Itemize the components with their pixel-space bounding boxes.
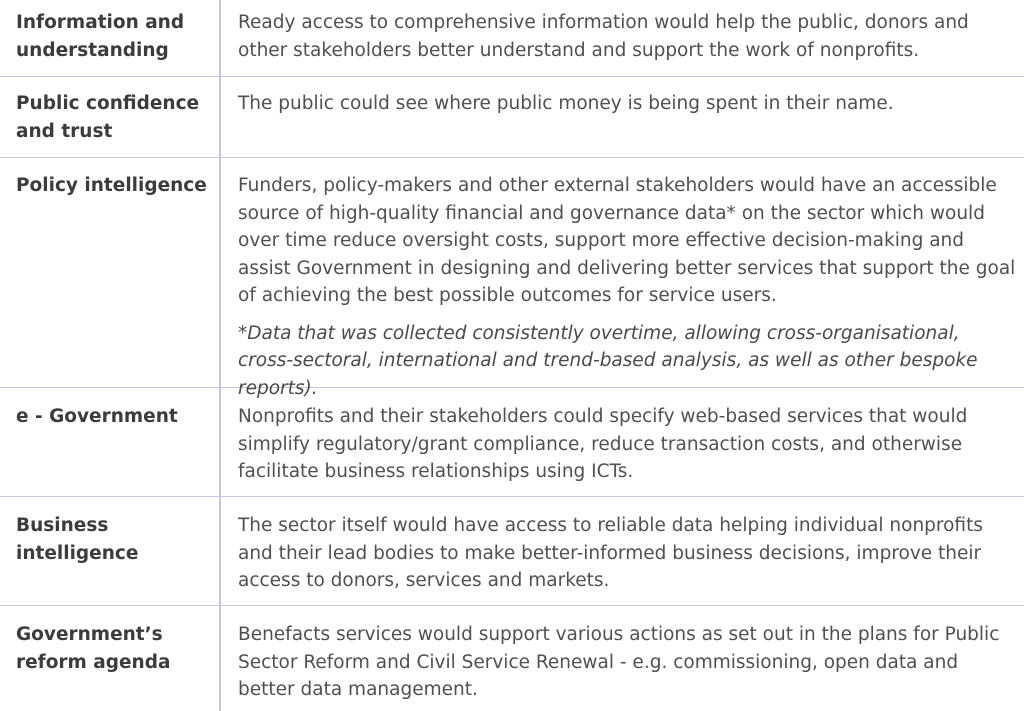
row-label: Business intelligence — [16, 515, 139, 564]
row-label: Public confidence and trust — [16, 93, 200, 142]
row-description: Nonprofits and their stakeholders could specify web-based services that would simplify regulatory/grant compliance, reduce transaction costs, and otherwise facilitate business relationships using ICTs. — [238, 406, 968, 482]
table-row — [0, 158, 1024, 399]
row-description: The public could see where public money is being spent in their name. — [238, 93, 894, 114]
row-label: Policy intelligence — [16, 175, 207, 196]
table-row — [0, 77, 1024, 158]
row-description-text: Funders, policy-makers and other external stakeholders would have an accessible source of high-quality financial and governance data* on the sector which would over time reduce oversight costs, support more effective decision-making and assist Government in designing and delivering better services that support the goal of achieving the best possible outcomes for service users. — [238, 175, 1016, 306]
row-label: e - Government — [16, 406, 178, 427]
row-description: The sector itself would have access to reliable data helping individual nonprofits and their lead bodies to make better-informed business decisions, improve their access to donors, services and markets. — [238, 515, 983, 591]
row-description: Ready access to comprehensive information would help the public, donors and other stakeholders better understand and support the work of nonprofits. — [238, 12, 969, 61]
table-row — [0, 606, 1024, 711]
row-description — [238, 172, 1020, 402]
table-row — [0, 0, 1024, 77]
table-row — [0, 497, 1024, 606]
table-row — [0, 388, 1024, 497]
footnote: *Data that was collected consistently overtime, allowing cross-organisational, cross-sectoral, international and trend-based analysis, as well as other bespoke reports). — [238, 322, 978, 399]
row-label: Government’s reform agenda — [16, 624, 171, 673]
row-label: Information and understanding — [16, 12, 185, 61]
row-description: Benefacts services would support various actions as set out in the plans for Public Sector Reform and Civil Service Renewal - e.g. commissioning, open data and better data management. — [238, 624, 1000, 700]
